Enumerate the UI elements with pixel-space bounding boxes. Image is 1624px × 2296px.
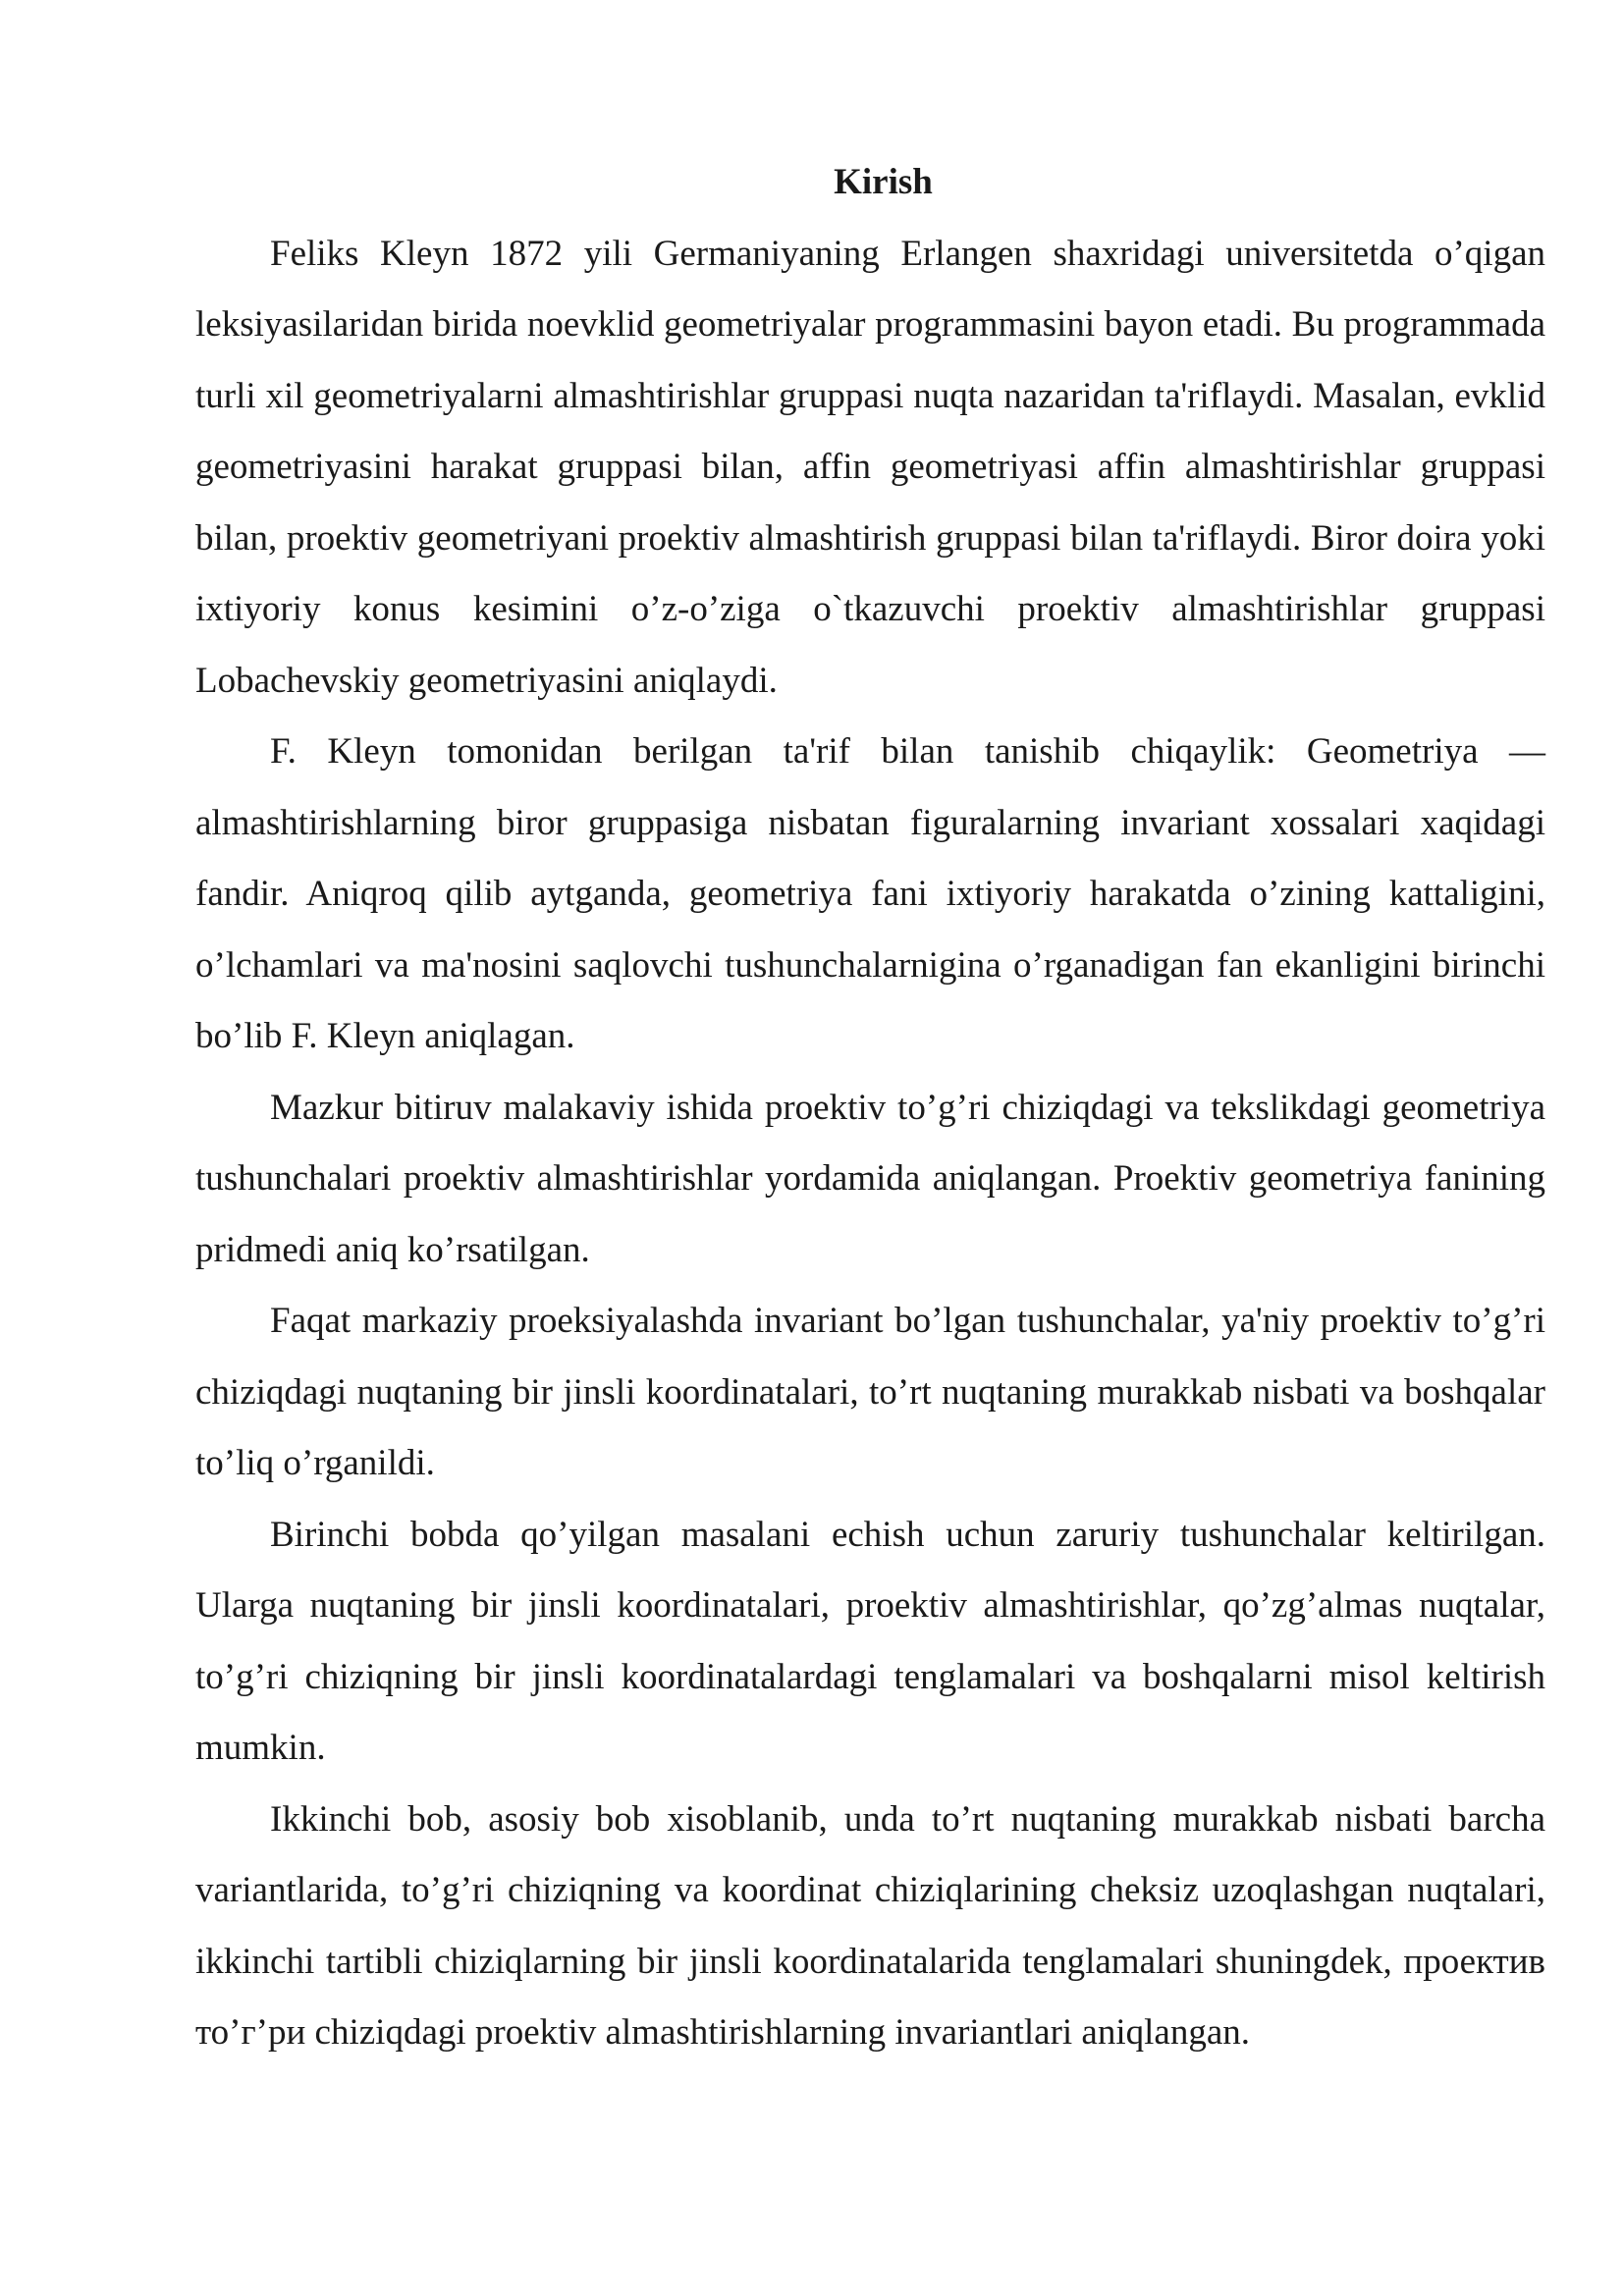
document-page	[195, 147, 1545, 2069]
page-title: Kirish	[834, 162, 933, 202]
paragraph-2: F. Kleyn tomonidan berilgan ta'rif bilan tanishib chiqaylik: Geometriya — almashtirishlarning biror gruppasiga nisbatan figuralarning invariant xossalari xaqidagi fandir. Aniqroq qilib aytganda, geometriya fani ixtiyoriy harakatda o’zining kattaligini, o’lchamlari va ma'nosini saqlovchi tushunchalarnigina o’rganadigan fan ekanligini birinchi bo’lib F. Kleyn aniqlagan.	[195, 731, 1545, 1056]
paragraph-3: Mazkur bitiruv malakaviy ishida proektiv to’g’ri chiziqdagi va tekslikdagi geometriya tushunchalari proektiv almashtirishlar yordamida aniqlangan. Proektiv geometriya fanining pridmedi aniq ko’rsatilgan.	[195, 1087, 1545, 1270]
paragraph-1: Feliks Kleyn 1872 yili Germaniyaning Erlangen shaxridagi universitetda o’qigan leksiyasilaridan birida noevklid geometriyalar programmasini bayon etadi. Bu programmada turli xil geometriyalarni almashtirishlar gruppasi nuqta nazaridan ta'riflaydi. Masalan, evklid geometriyasini harakat gruppasi bilan, affin geometriyasi affin almashtirishlar gruppasi bilan, proektiv geometriyani proektiv almashtirish gruppasi bilan ta'riflaydi. Biror doira yoki ixtiyoriy konus kesimini o’z-o’ziga o`tkazuvchi proektiv almashtirishlar gruppasi Lobachevskiy geometriyasini aniqlaydi.	[195, 233, 1545, 701]
paragraph-5: Birinchi bobda qo’yilgan masalani echish uchun zaruriy tushunchalar keltirilgan. Ularga nuqtaning bir jinsli koordinatalari, proektiv almashtirishlar, qo’zg’almas nuqtalar, to’g’ri chiziqning bir jinsli koordinatalardagi tenglamalari va boshqalarni misol keltirish mumkin.	[195, 1514, 1545, 1768]
paragraph-4: Faqat markaziy proeksiyalashda invariant bo’lgan tushunchalar, ya'niy proektiv to’g’ri chiziqdagi nuqtaning bir jinsli koordinatalari, to’rt nuqtaning murakkab nisbati va boshqalar to’liq o’rganildi.	[195, 1301, 1545, 1483]
paragraph-6: Ikkinchi bob, asosiy bob xisoblanib, unda to’rt nuqtaning murakkab nisbati barcha variantlarida, to’g’ri chiziqning va koordinat chiziqlarining cheksiz uzoqlashgan nuqtalari, ikkinchi tartibli chiziqlarning bir jinsli koordinatalarida tenglamalari shuningdek, проектив то’г’ри chiziqdagi proektiv almashtirishlarning invariantlari aniqlangan.	[195, 1798, 1545, 2053]
